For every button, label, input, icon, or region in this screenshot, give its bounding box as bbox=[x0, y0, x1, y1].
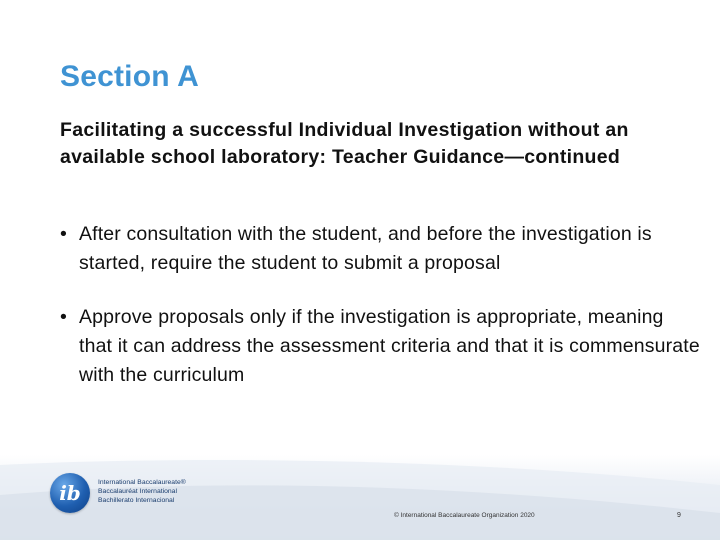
org-name-french: Baccalauréat International bbox=[98, 488, 177, 495]
bullet-text: After consultation with the student, and before the investigation is started, require the student to submit a proposal bbox=[79, 223, 652, 274]
org-name-english: International Baccalaureate® bbox=[98, 479, 186, 486]
page-number: 9 bbox=[677, 512, 681, 519]
bullet-text: Approve proposals only if the investigation is appropriate, meaning that it can address the assessment criteria and that it is commensurate with the curriculum bbox=[79, 306, 700, 386]
organization-names bbox=[98, 478, 186, 505]
org-name-spanish: Bachillerato Internacional bbox=[98, 497, 175, 504]
bullet-item bbox=[60, 303, 700, 390]
ib-logo-icon bbox=[50, 473, 90, 513]
bullet-item bbox=[60, 220, 700, 278]
copyright-notice: © International Baccalaureate Organization 2020 bbox=[394, 512, 535, 519]
bullet-dot-icon: • bbox=[60, 306, 67, 328]
slide-subtitle: Facilitating a successful Individual Investigation without an available school laboratory: Teacher Guidance—continued bbox=[60, 119, 629, 168]
bullet-dot-icon: • bbox=[60, 223, 67, 245]
bullet-list bbox=[60, 220, 700, 390]
slide-title: Section A bbox=[60, 60, 200, 93]
logo-mark: ib bbox=[59, 481, 81, 505]
